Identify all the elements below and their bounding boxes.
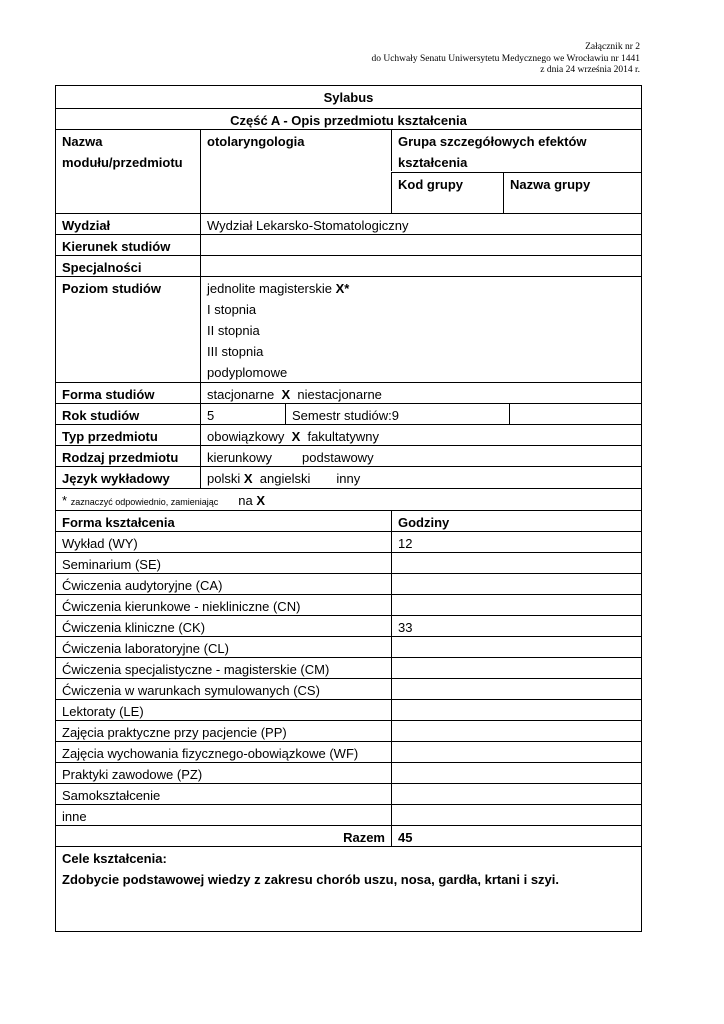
level-label: Poziom studiów — [62, 281, 161, 296]
faculty-label: Wydział — [62, 218, 111, 233]
direction-value — [200, 235, 641, 255]
semester-extra — [509, 404, 641, 424]
hours-value-cell — [391, 805, 641, 825]
table-row — [56, 783, 641, 804]
total-value: 45 — [391, 826, 641, 846]
hours-form-cell: Ćwiczenia w warunkach symulowanych (CS) — [62, 683, 320, 698]
hours-value-cell — [391, 721, 641, 741]
form-label: Forma studiów — [62, 387, 155, 402]
table-row — [56, 699, 641, 720]
table-row — [56, 594, 641, 615]
document-header — [371, 42, 640, 77]
table-row — [56, 720, 641, 741]
table-row — [56, 531, 641, 552]
faculty-row — [56, 213, 641, 234]
level-options — [200, 277, 641, 382]
resolution-date: z dnia 24 września 2014 r. — [540, 65, 640, 75]
module-row — [56, 129, 641, 213]
direction-row — [56, 234, 641, 255]
hours-value-cell — [391, 574, 641, 594]
language-label: Język wykładowy — [62, 471, 170, 486]
level-row — [56, 276, 641, 382]
kind-label: Rodzaj przedmiotu — [62, 450, 179, 465]
year-value: 5 — [200, 404, 285, 424]
hours-form-cell: Wykład (WY) — [62, 536, 138, 551]
specialties-row — [56, 255, 641, 276]
note: * zaznaczyć odpowiednio, zamieniając na X — [62, 493, 266, 508]
total-label: Razem — [343, 830, 385, 845]
type-row — [56, 424, 641, 445]
syllabus-table — [55, 85, 642, 932]
group-label: Grupa szczegółowych efektów kształcenia — [391, 130, 641, 171]
semester-value: Semestr studiów:9 — [285, 404, 509, 424]
specialties-value — [200, 256, 641, 276]
table-row — [56, 636, 641, 657]
level-option-second: II stopnia — [207, 323, 260, 338]
hours-value-cell: 12 — [391, 532, 641, 552]
hours-form-cell: Lektoraty (LE) — [62, 704, 144, 719]
note-row — [56, 488, 641, 510]
hours-form-cell: Samokształcenie — [62, 788, 161, 803]
hours-form-cell: Seminarium (SE) — [62, 557, 161, 572]
table-row — [56, 573, 641, 594]
goals-text: Zdobycie podstawowej wiedzy z zakresu chorób uszu, nosa, gardła, krtani i szyi. — [62, 872, 560, 887]
type-label: Typ przedmiotu — [62, 429, 158, 444]
title-row — [56, 86, 641, 108]
table-row — [56, 552, 641, 573]
level-mark: X* — [335, 281, 350, 296]
hours-value-cell — [391, 763, 641, 783]
hours-value-cell — [391, 784, 641, 804]
hours-value-cell — [391, 553, 641, 573]
hours-value-cell — [391, 595, 641, 615]
table-row — [56, 741, 641, 762]
form-mark: X — [281, 387, 291, 402]
hours-form-cell: Ćwiczenia kliniczne (CK) — [62, 620, 206, 635]
hours-form-cell: Ćwiczenia kierunkowe - niekliniczne (CN) — [62, 599, 301, 614]
language-value: polski X angielski inny — [200, 467, 641, 488]
hours-value-cell — [391, 658, 641, 678]
table-row — [56, 762, 641, 783]
goals-label: Cele kształcenia: — [62, 851, 167, 866]
table-row — [56, 657, 641, 678]
hours-value-cell — [391, 679, 641, 699]
specialties-label: Specjalności — [62, 260, 142, 275]
kind-value: kierunkowy podstawowy — [200, 446, 641, 466]
type-value: obowiązkowy X fakultatywny — [200, 425, 641, 445]
hours-form-cell: Zajęcia wychowania fizycznego-obowiązkowe (WF) — [62, 746, 359, 761]
part-row — [56, 108, 641, 129]
group-name-label: Nazwa grupy — [503, 173, 641, 213]
hours-value-cell: 33 — [391, 616, 641, 636]
hours-form-cell: inne — [62, 809, 87, 824]
goals-block — [56, 847, 641, 931]
language-row — [56, 466, 641, 488]
hours-form-cell: Ćwiczenia specjalistyczne - magisterskie (CM) — [62, 662, 330, 677]
hours-col-hours: Godziny — [391, 511, 641, 531]
hours-value-cell — [391, 700, 641, 720]
type-mark: X — [291, 429, 301, 444]
resolution-reference: do Uchwały Senatu Uniwersytetu Medycznego we Wrocławiu nr 1441 — [371, 53, 640, 64]
hours-value-cell — [391, 637, 641, 657]
module-value: otolaryngologia — [200, 130, 391, 213]
hours-form-cell: Ćwiczenia laboratoryjne (CL) — [62, 641, 229, 656]
table-row — [56, 615, 641, 636]
part-title: Część A - Opis przedmiotu kształcenia — [230, 113, 467, 128]
attachment-number: Załącznik nr 2 — [585, 42, 640, 52]
level-option-first: I stopnia — [207, 302, 257, 317]
hours-value-cell — [391, 742, 641, 762]
hours-form-cell: Zajęcia praktyczne przy pacjencie (PP) — [62, 725, 287, 740]
hours-form-cell: Ćwiczenia audytoryjne (CA) — [62, 578, 223, 593]
hours-form-cell: Praktyki zawodowe (PZ) — [62, 767, 203, 782]
goals-row — [56, 846, 641, 931]
table-row — [56, 678, 641, 699]
form-row — [56, 382, 641, 403]
language-mark: X — [243, 471, 253, 486]
total-row — [56, 825, 641, 846]
level-option-uniform: jednolite magisterskie X* — [207, 281, 350, 296]
faculty-value: Wydział Lekarsko-Stomatologiczny — [200, 214, 641, 234]
table-row — [56, 804, 641, 825]
level-option-postgraduate: podyplomowe — [207, 365, 288, 380]
year-label: Rok studiów — [62, 408, 140, 423]
level-option-third: III stopnia — [207, 344, 264, 359]
form-value: stacjonarne X niestacjonarne — [200, 383, 641, 403]
direction-label: Kierunek studiów — [62, 239, 171, 254]
hours-header-row — [56, 510, 641, 531]
group-code-label: Kod grupy — [391, 173, 503, 213]
year-row — [56, 403, 641, 424]
module-label: Nazwa modułu/przedmiotu — [62, 134, 183, 170]
hours-col-form: Forma kształcenia — [62, 515, 175, 530]
syllabus-title: Sylabus — [323, 90, 374, 105]
kind-row — [56, 445, 641, 466]
